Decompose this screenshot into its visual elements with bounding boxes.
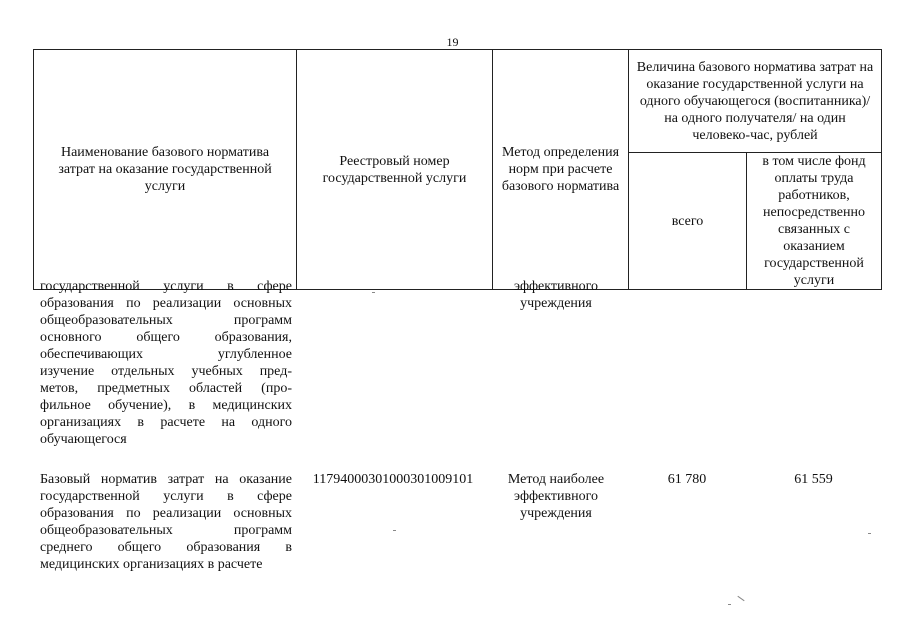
header-total-column: всего [629, 153, 747, 290]
row2-name-line: образования по реализации основных [40, 506, 292, 521]
row1-name-line: общеобразовательных программ [40, 313, 292, 328]
row2-name-cell [40, 471, 292, 573]
row2-name-line: Базовый норматив затрат на оказание [40, 472, 292, 487]
row1-name-line: образования по реализации основных [40, 296, 292, 311]
row1-name-line: организациях в расчете на одного [40, 415, 292, 430]
row1-name-cell [40, 278, 292, 448]
row2-method-line: учреждения [520, 506, 592, 521]
page-number: 19 [446, 35, 459, 49]
row2-method-cell [490, 471, 622, 522]
row1-name-line: изучение отдельных учебных пред- [40, 364, 292, 379]
header-method-column: Метод определения норм при расчете базового норматива [493, 50, 629, 290]
row1-method-cell [490, 278, 622, 312]
scan-speck [868, 533, 871, 534]
header-registry-column: Реестровый номер государственной услуги [297, 50, 493, 290]
row2-incl-value: 61 559 [794, 472, 833, 487]
row1-name-line: государственной услуги в сфере [40, 279, 292, 294]
row1-name-line: метов, предметных областей (про- [40, 381, 292, 396]
header-incl-column: в том числе фонд оплаты труда работников, непосредственно связанных с оказанием государственной услуги [747, 153, 882, 290]
scan-speck [372, 292, 375, 293]
scan-speck [393, 530, 396, 531]
row1-name-line: обучающегося [40, 432, 127, 447]
row1-method-line: эффективного [514, 279, 598, 294]
scan-speck [737, 596, 744, 601]
row1-name-line: обеспечивающих углубленное [40, 347, 292, 362]
row2-method-line: эффективного [514, 489, 598, 504]
header-value-group: Величина базового норматива затрат на оказание государственной услуги на одного обучающегося (воспитанника)/ на одного получателя/ на один человеко-час, рублей [629, 50, 882, 153]
row2-name-line: медицинских организациях в расчете [40, 557, 263, 572]
header-table [33, 49, 882, 290]
scan-speck [728, 604, 731, 605]
header-name-column: Наименование базового норматива затрат на оказание государственной услуги [34, 50, 297, 290]
row1-method-line: учреждения [520, 296, 592, 311]
row1-name-line: основного общего образования, [40, 330, 292, 345]
row2-total-value: 61 780 [667, 472, 707, 487]
row2-name-line: среднего общего образования в [40, 540, 292, 555]
row2-registry-number: 11794000301000301009101 [312, 472, 474, 487]
row2-name-line: общеобразовательных программ [40, 523, 292, 538]
row2-name-line: государственной услуги в сфере [40, 489, 292, 504]
row2-method-line: Метод наиболее [507, 472, 605, 487]
row1-name-line: фильное обучение), в медицинских [40, 398, 292, 413]
